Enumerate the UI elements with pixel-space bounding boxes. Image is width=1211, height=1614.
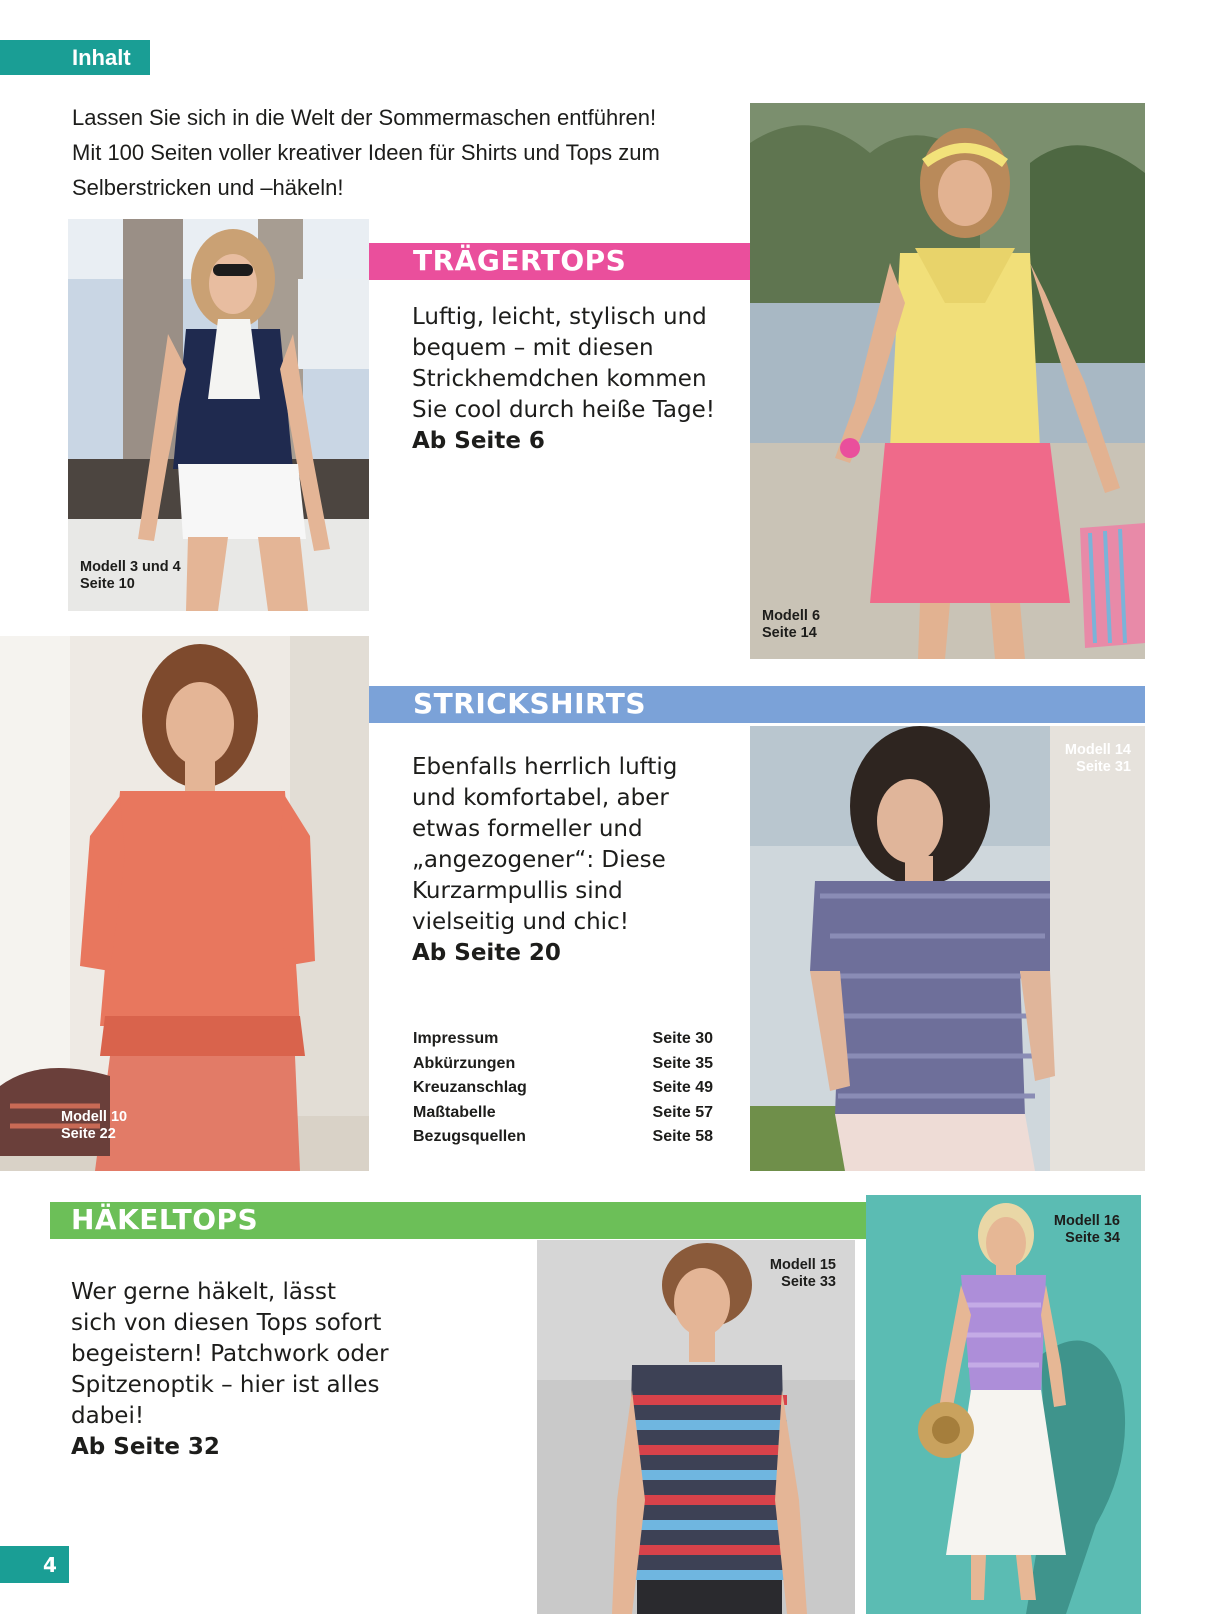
- woman-striped-top-photo: [537, 1240, 855, 1614]
- section-pages: Ab Seite 20: [412, 940, 561, 966]
- section-line: „angezogener“: Diese: [412, 847, 666, 873]
- model-page: Seite 10: [80, 576, 135, 592]
- model-number: Modell 10: [61, 1109, 128, 1125]
- section-line: und komfortabel, aber: [412, 785, 669, 811]
- photo-caption: [762, 608, 820, 642]
- model-number: Modell 3 und 4: [80, 559, 181, 575]
- photo-caption: [80, 559, 181, 593]
- model-number: Modell 16: [1053, 1213, 1120, 1229]
- section-line: Kurzarmpullis sind: [412, 878, 623, 904]
- model-page: Seite 31: [1076, 759, 1131, 775]
- page-number-label: 4: [43, 1553, 57, 1577]
- toc-page: Seite 57: [652, 1103, 713, 1121]
- section-header-traegertops: [369, 243, 752, 280]
- toc-row: [413, 1104, 713, 1129]
- model-number: Modell 6: [762, 608, 821, 624]
- section-pages: Ab Seite 6: [412, 428, 545, 454]
- toc-row: [413, 1128, 713, 1153]
- section-tag-label: Inhalt: [72, 45, 131, 70]
- section-title: TRÄGERTOPS: [413, 244, 627, 277]
- toc-label: Kreuzanschlag: [413, 1079, 527, 1096]
- model-page: Seite 34: [1065, 1230, 1120, 1246]
- section-text-traegertops: [412, 302, 732, 457]
- model-number: Modell 14: [1064, 742, 1131, 758]
- model-page: Seite 33: [781, 1274, 836, 1290]
- photo-caption: [1035, 742, 1131, 776]
- section-line: sich von diesen Tops sofort: [71, 1310, 382, 1336]
- intro-line: Selberstricken und –häkeln!: [72, 175, 344, 200]
- toc-list: [413, 1030, 713, 1153]
- section-title: STRICKSHIRTS: [413, 687, 647, 720]
- toc-label: Bezugsquellen: [413, 1128, 526, 1145]
- toc-page: Seite 35: [652, 1054, 713, 1072]
- section-line: etwas formeller und: [412, 816, 643, 842]
- section-line: begeistern! Patchwork oder: [71, 1341, 389, 1367]
- section-line: Sie cool durch heiße Tage!: [412, 397, 715, 423]
- toc-page: Seite 49: [652, 1079, 713, 1096]
- section-header-haekeltops: [50, 1202, 870, 1239]
- section-text-strickshirts: [412, 752, 742, 969]
- woman-lilac-crochet-top-photo: [866, 1195, 1141, 1614]
- woman-coral-sweater-photo: [0, 636, 369, 1171]
- section-title: HÄKELTOPS: [71, 1203, 259, 1236]
- section-line: Ebenfalls herrlich luftig: [412, 754, 678, 780]
- section-line: dabei!: [71, 1403, 145, 1429]
- section-header-strickshirts: [369, 686, 1145, 723]
- model-page: Seite 14: [762, 625, 817, 641]
- model-number: Modell 15: [769, 1257, 836, 1273]
- model-page: Seite 22: [61, 1126, 116, 1142]
- section-line: Spitzenoptik – hier ist alles: [71, 1372, 380, 1398]
- toc-label: Abkürzungen: [413, 1054, 516, 1072]
- section-line: bequem – mit diesen: [412, 335, 654, 361]
- section-line: vielseitig und chic!: [412, 909, 629, 935]
- section-line: Wer gerne häkelt, lässt: [71, 1279, 336, 1305]
- toc-row: [413, 1079, 713, 1104]
- photo-caption: [740, 1257, 836, 1291]
- toc-row: [413, 1030, 713, 1055]
- page-number: [0, 1546, 69, 1583]
- section-line: Luftig, leicht, stylisch und: [412, 304, 707, 330]
- toc-row: [413, 1055, 713, 1080]
- woman-blue-knit-shirt-photo: [750, 726, 1145, 1171]
- section-pages: Ab Seite 32: [71, 1434, 220, 1460]
- woman-halter-top-photo: [750, 103, 1145, 659]
- intro-line: Lassen Sie sich in die Welt der Sommermaschen entführen!: [72, 105, 657, 130]
- toc-page: Seite 30: [652, 1030, 713, 1047]
- intro-line: Mit 100 Seiten voller kreativer Ideen für Shirts und Tops zum: [72, 140, 660, 165]
- section-line: Strickhemdchen kommen: [412, 366, 707, 392]
- woman-tank-top-photo: [68, 219, 369, 611]
- toc-label: Maßtabelle: [413, 1103, 496, 1121]
- toc-page: Seite 58: [652, 1128, 713, 1145]
- toc-label: Impressum: [413, 1030, 499, 1047]
- photo-caption: [61, 1109, 127, 1143]
- intro-text: [72, 100, 752, 205]
- photo-caption: [1024, 1213, 1120, 1247]
- section-text-haekeltops: [71, 1277, 451, 1463]
- section-tag: [0, 40, 150, 75]
